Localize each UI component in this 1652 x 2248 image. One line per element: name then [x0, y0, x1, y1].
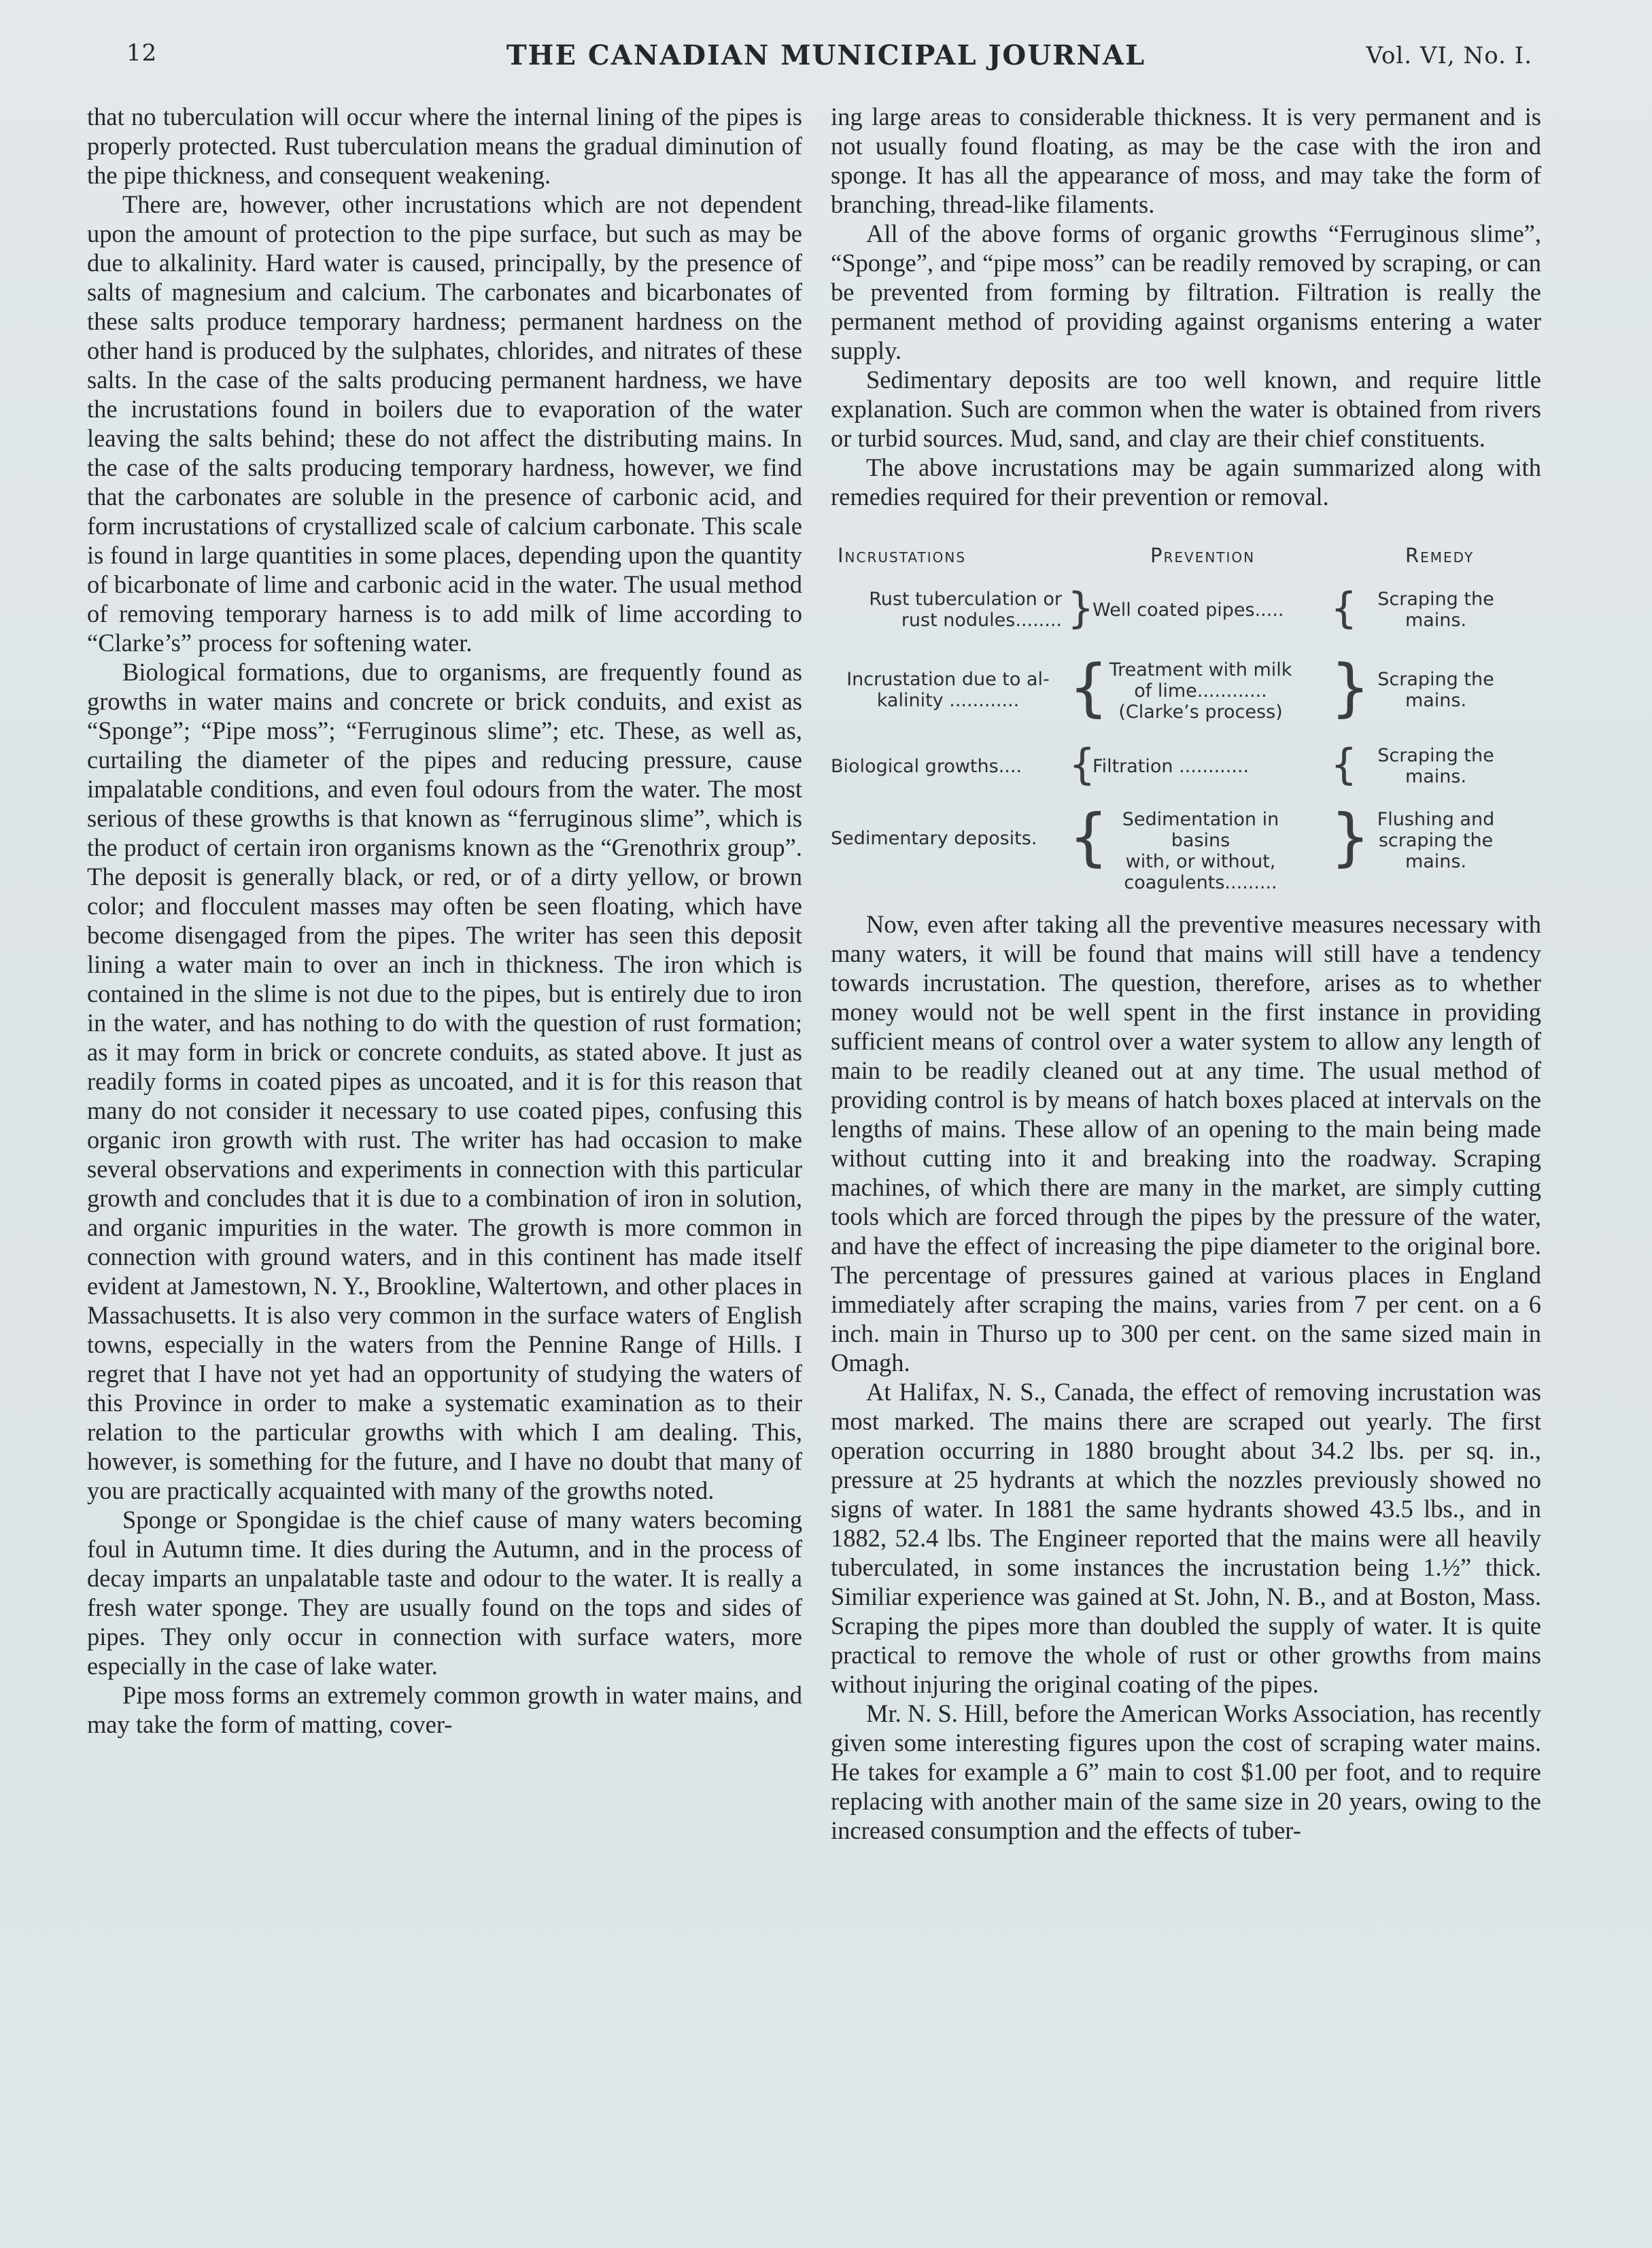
left-column: [87, 102, 802, 1739]
table-row: [831, 651, 1541, 741]
paragraph: that no tuberculation will occur where the internal lining of the pipes is properly protected. Rust tuberculation means the gradual diminution of the pipe thickness, and consequent weakening.: [87, 103, 802, 189]
paragraph: The above incrustations may be again summarized along with remedies required for their prevention or removal.: [831, 453, 1541, 511]
prevention-cell: Well coated pipes.....: [1092, 600, 1284, 621]
table-header: [831, 545, 1541, 581]
paragraph: Pipe moss forms an extremely common growth in water mains, and may take the form of matting, cover-: [87, 1681, 802, 1738]
journal-title: THE CANADIAN MUNICIPAL JOURNAL: [506, 39, 1146, 71]
paragraph: There are, however, other incrustations which are not dependent upon the amount of protection to the pipe surface, but such as may be due to alkalinity. Hard water is caused, principally, by the presence of salts of magnesium and calcium. The carbonates and bicarbonates of these salts produce temporary hardness; permanent hardness on the other hand is produced by the sulphates, chlorides, and nitrates of these salts. In the case of the salts producing permanent hardness, we have the incrustations found in boilers due to evaporation of the water leaving the salts behind; these do not affect the distributing mains. In the case of the salts producing temporary hardness, however, we find that the carbonates are soluble in the presence of carbonic acid, and form incrustations of crystallized scale of calcium carbonate. This scale is found in large quantities in some places, depending upon the quantity of bicarbonate of lime and carbonic acid in the water. The usual method of removing temporary harness is to add milk of lime according to “Clarke’s” process for softening water.: [87, 190, 802, 657]
remedy-cell: Flushing and scraping the mains.: [1377, 809, 1495, 872]
brace-glyph: {: [1069, 651, 1109, 724]
running-header: [0, 39, 1652, 80]
remedy-cell: Scraping the mains.: [1377, 589, 1494, 631]
prevention-cell: Treatment with milk of lime............ (Clarke’s process): [1109, 659, 1292, 723]
column-header-remedy: Remedy: [1405, 544, 1475, 567]
brace-glyph: {: [1069, 740, 1096, 789]
volume-issue: Vol. VI, No. I.: [1366, 42, 1532, 69]
page-number: 12: [126, 39, 158, 67]
remedy-cell: Scraping the mains.: [1377, 669, 1494, 711]
incrustation-cell: Biological growths....: [831, 756, 1022, 777]
prevention-cell: Sedimentation in basins with, or without, coagulents.........: [1122, 809, 1279, 893]
table-row: [831, 581, 1541, 657]
brace-glyph: {: [1069, 801, 1109, 874]
paragraph: Mr. N. S. Hill, before the American Works Association, has recently given some interesting figures upon the cost of scraping water mains. He takes for example a 6” main to cost $1.00 per foot, and to require replacing with another main of the same size in 20 years, owing to the increased consumption and the effects of tuber-: [831, 1699, 1541, 1844]
brace-glyph: }: [1330, 801, 1371, 874]
paragraph: Sponge or Spongidae is the chief cause of many waters becoming foul in Autumn time. It dies during the Autumn, and in the process of decay imparts an unpalatable taste and odour to the water. It is really a fresh water sponge. They are usually found on the tops and sides of pipes. They only occur in connection with surface waters, more especially in the case of lake water.: [87, 1506, 802, 1680]
right-column: [831, 102, 1541, 1845]
paragraph: Now, even after taking all the preventive measures necessary with many waters, it will be found that mains will still have a tendency towards incrustation. The question, therefore, arises as to whether money would not be well spent in the first instance in providing sufficient means of control over a water system to allow any length of main to be readily cleaned out at any time. The usual method of providing control is by means of hatch boxes placed at intervals on the lengths of mains. These allow of an opening to the main being made without cutting into it and breaking into the roadway. Scraping machines, of which there are many in the market, are simply cutting tools which are forced through the pipes by the pressure of the water, and have the effect of increasing the pipe diameter to the original bore. The percentage of pressures gained at various places in England immediately after scraping the mains, varies from 7 per cent. on a 6 inch. main in Thurso up to 300 per cent. on the same sized main in Omagh.: [831, 910, 1541, 1377]
paragraph: ing large areas to considerable thickness. It is very permanent and is not usually found floating, as may be the case with the iron and sponge. It has all the appearance of moss, and may take the form of branching, thread-like filaments.: [831, 103, 1541, 218]
brace-glyph: {: [1330, 583, 1358, 633]
table-row: [831, 801, 1541, 893]
paragraph: Sedimentary deposits are too well known, and require little explanation. Such are common when the water is obtained from rivers or turbid sources. Mud, sand, and clay are their chief constituents.: [831, 366, 1541, 452]
paragraph: Biological formations, due to organisms, are frequently found as growths in water mains and concrete or brick conduits, and exist as “Sponge”; “Pipe moss”; “Ferruginous slime”; etc. These, as well as, curtailing the diameter of the pipes and reducing pressure, cause impalatable conditions, and even foul odours from the water. The most serious of these growths is that known as “ferruginous slime”, which is the product of certain iron organisms known as the “Grenothrix group”. The deposit is generally black, or red, or of a dirty yellow, or brown color; and flocculent masses may often be seen floating, which have become disengaged from the pipes. The writer has seen this deposit lining a water main to over an inch in thickness. The iron which is contained in the slime is not due to the pipes, but is entirely due to iron in the water, and has nothing to do with the question of rust formation; as it may form in brick or concrete conduits, as stated above. It just as readily forms in coated pipes as uncoated, and it is for this reason that many do not consider it necessary to use coated pipes, confusing this organic iron growth with rust. The writer has had occasion to make several observations and experiments in connection with this particular growth and concludes that it is due to a combination of iron in solution, and organic impurities in the water. The growth is more common in connection with ground waters, and in this continent has made itself evident at Jamestown, N. Y., Brookline, Waltertown, and other places in Massachusetts. It is also very common in the surface waters of English towns, especially in the waters from the Pennine Range of Hills. I regret that I have not yet had an opportunity of studying the waters of this Province in order to make a systematic examination as to their relation to the particular growths with which I am dealing. This, however, is something for the future, and I have no doubt that many of you are practically acquainted with many of the growths noted.: [87, 658, 802, 1504]
brace-glyph: }: [1067, 583, 1095, 633]
column-header-incrustations: Incrustations: [838, 544, 967, 567]
column-header-prevention: Prevention: [1150, 544, 1256, 567]
brace-glyph: {: [1330, 740, 1358, 789]
incrustation-summary-table: [831, 544, 1541, 893]
incrustation-cell: Rust tuberculation or rust nodules........: [869, 589, 1062, 631]
incrustation-cell: Sedimentary deposits.: [831, 828, 1037, 849]
remedy-cell: Scraping the mains.: [1377, 745, 1494, 787]
prevention-cell: Filtration ............: [1092, 756, 1250, 777]
paragraph: All of the above forms of organic growths “Ferruginous slime”, “Sponge”, and “pipe moss” can be readily removed by scraping, or can be prevented from forming by filtration. Filtration is really the permanent method of providing against organisms entering a water supply.: [831, 220, 1541, 364]
incrustation-cell: Incrustation due to al- kalinity ............: [846, 669, 1050, 711]
brace-glyph: }: [1330, 651, 1371, 724]
paragraph: At Halifax, N. S., Canada, the effect of removing incrustation was most marked. The mains there are scraped out yearly. The first operation occurring in 1880 brought about 34.2 lbs. per sq. in., pressure at 25 hydrants at which the nozzles previously showed no signs of water. In 1881 the same hydrants showed 43.5 lbs., and in 1882, 52.4 lbs. The Engineer reported that the mains were all heavily tuberculated, in some instances the incrustation being 1.½” thick. Similiar experience was gained at St. John, N. B., and at Boston, Mass. Scraping the pipes more than doubled the supply of water. It is quite practical to remove the whole of rust or other growths from mains without injuring the original coating of the pipes.: [831, 1378, 1541, 1698]
table-row: [831, 741, 1541, 806]
